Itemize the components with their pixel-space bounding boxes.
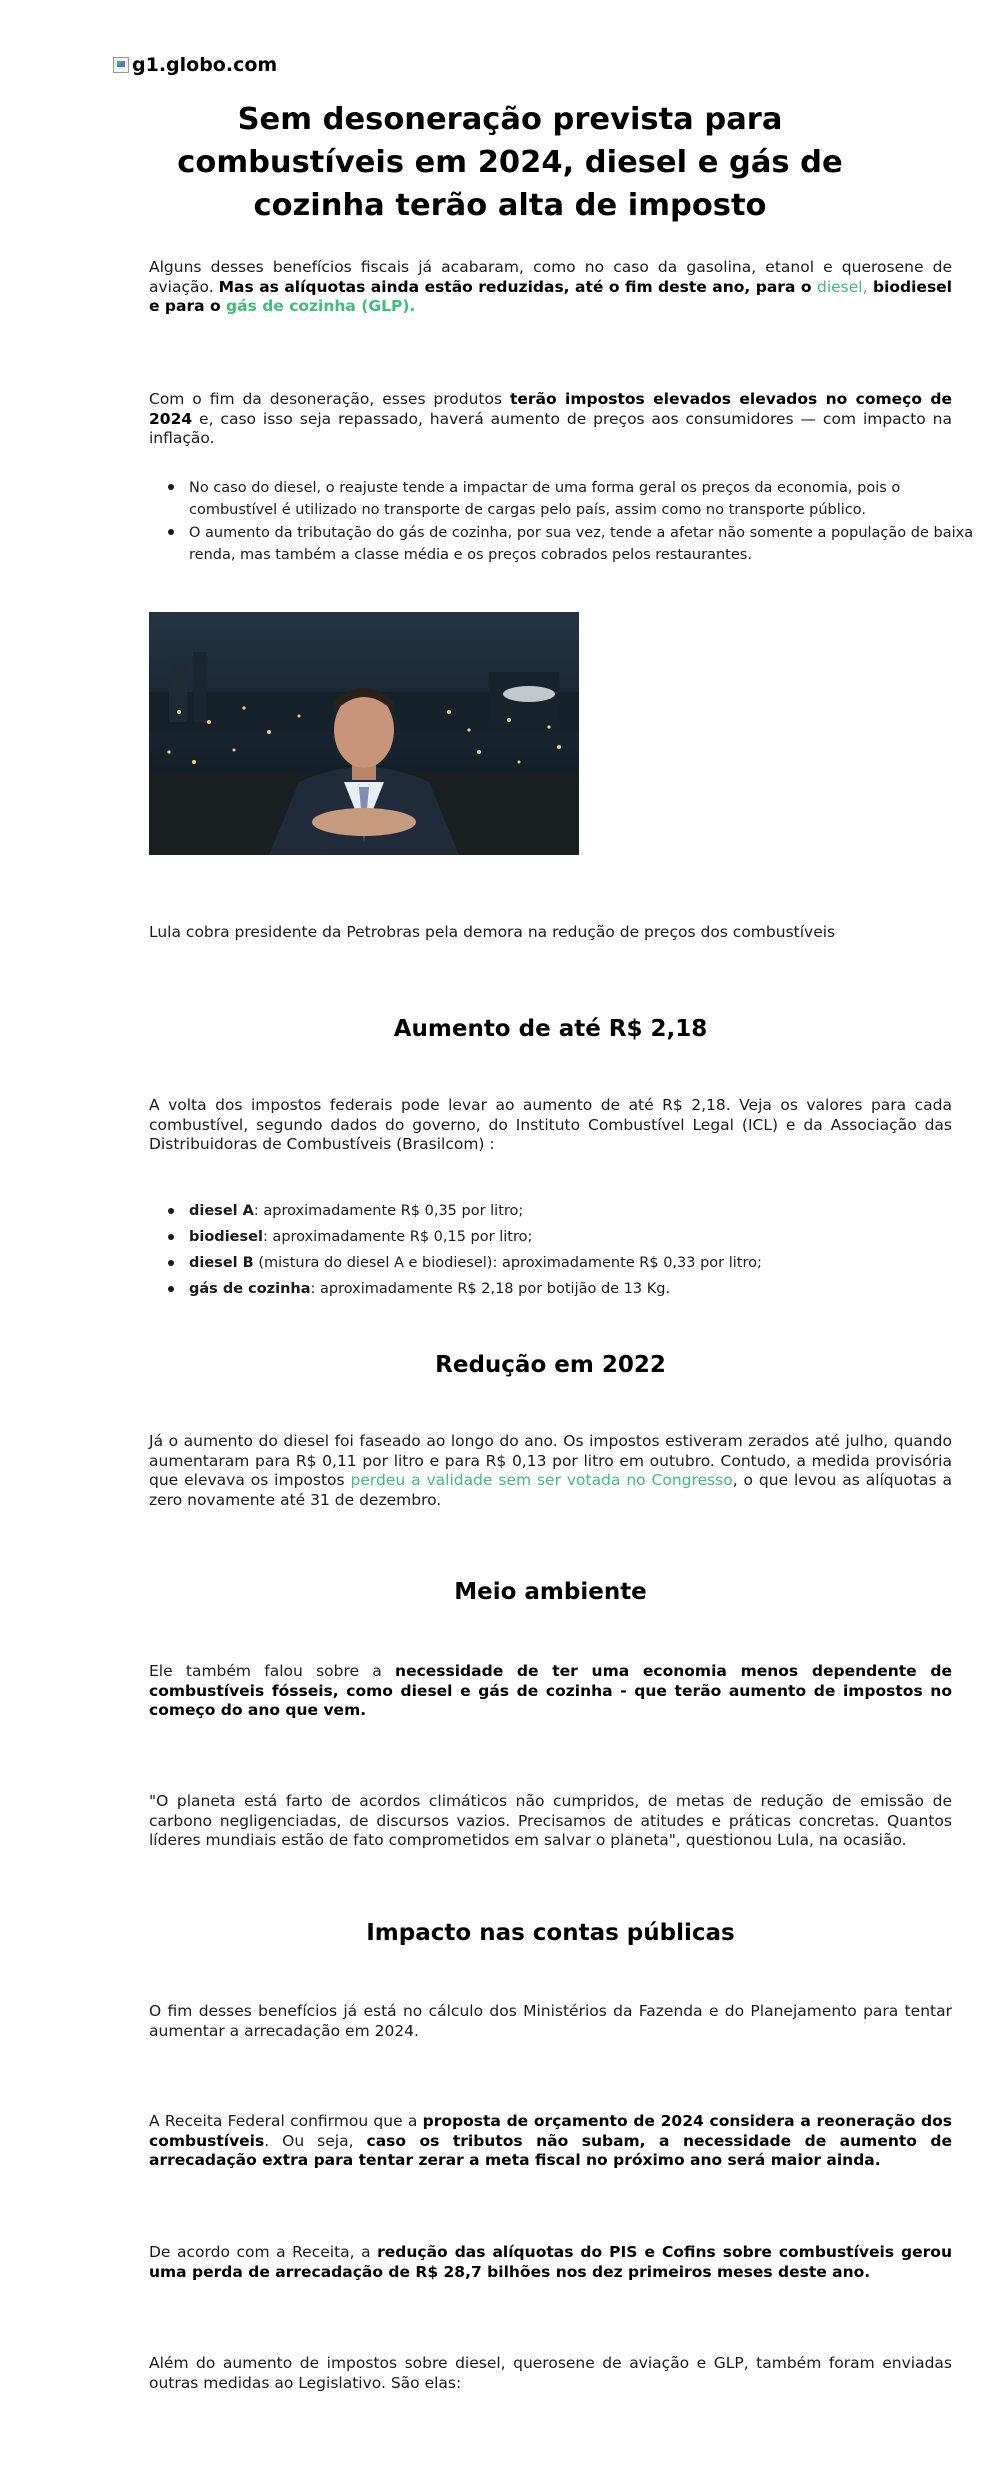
list-item: [189, 1201, 992, 1222]
logo-text: g1.globo.com: [132, 54, 278, 76]
paragraph-desoneracao: [149, 390, 952, 449]
paragraph-reducao: [149, 1432, 952, 1510]
text-span: , o que levou as alíquotas a zero novamente até 31 de dezembro.: [149, 1471, 952, 1509]
item-name: gás de cozinha: [189, 1281, 311, 1297]
section-title-contas-publicas: Impacto nas contas públicas: [366, 1920, 735, 1946]
video-caption[interactable]: Lula cobra presidente da Petrobras pela demora na redução de preços dos combustíveis: [149, 923, 836, 941]
video-thumbnail-image: [149, 612, 579, 855]
list-item: [189, 1253, 992, 1274]
bold-span: necessidade de ter uma economia menos dependente de combustíveis fósseis, como diesel e gás de cozinha - que terão aumento de impostos no começo do ano que vem.: [149, 1662, 952, 1719]
text-span: . Ou seja,: [264, 2131, 367, 2150]
paragraph-aumento-intro: A volta dos impostos federais pode levar ao aumento de até R$ 2,18. Veja os valores para cada combustível, segundo dados do governo, do Instituto Combustível Legal (ICL) e da Associação das Distribuidoras de Combustíveis (Brasilcom) :: [149, 1096, 952, 1153]
bold-span: Mas as alíquotas ainda estão reduzidas, até o fim deste ano, para o: [218, 277, 817, 296]
paragraph-receita: [149, 2112, 952, 2171]
text-span: e, caso isso seja repassado, haverá aumento de preços aos consumidores — com impacto na inflação.: [149, 409, 952, 447]
item-text: : aproximadamente R$ 0,35 por litro;: [253, 1203, 524, 1219]
video-thumbnail[interactable]: [149, 612, 579, 855]
bold-span: biodiesel e para o: [149, 277, 953, 315]
fuel-values-list: [149, 1201, 992, 1305]
item-text: (mistura do diesel A e biodiesel): aproximadamente R$ 0,33 por litro;: [253, 1255, 762, 1271]
paragraph-pis-cofins: [149, 2243, 952, 2282]
list-item: No caso do diesel, o reajuste tende a impactar de uma forma geral os preços da economia, pois o combustível é utilizado no transporte de cargas pelo país, assim como no transporte público.: [189, 477, 992, 521]
link-gas-de-cozinha[interactable]: gás de cozinha (GLP).: [226, 297, 416, 315]
paragraph-meio-ambiente: [149, 1662, 952, 1721]
item-name: diesel A: [189, 1203, 254, 1219]
text-span: De acordo com a Receita, a: [149, 2243, 378, 2261]
bold-span: caso os tributos não subam, a necessidade de aumento de arrecadação extra para tentar zerar a meta fiscal no próximo ano será maior ainda.: [149, 2131, 953, 2169]
paragraph-outras-medidas: Além do aumento de impostos sobre diesel, querosene de aviação e GLP, também foram enviadas outras medidas ao Legislativo. São elas:: [149, 2354, 952, 2392]
item-name: biodiesel: [189, 1229, 263, 1245]
list-item: [189, 1279, 992, 1300]
bold-span: terão impostos elevados elevados no começo de 2024: [149, 390, 953, 428]
text-span: Alguns desses benefícios fiscais já acabaram, como no caso da gasolina, etanol e querosene de aviação.: [149, 258, 952, 296]
item-name: diesel B: [189, 1255, 254, 1271]
paragraph-quote: "O planeta está farto de acordos climáticos não cumpridos, de metas de redução de emissão de carbono negligenciadas, de discursos vazios. Precisamos de atitudes e práticas concretas. Quantos líderes mundiais estão de fato comprometidos em salvar o planeta", questionou Lula, na ocasião.: [149, 1792, 952, 1849]
site-logo[interactable]: [113, 54, 277, 76]
broken-image-icon: [113, 57, 129, 73]
item-text: : aproximadamente R$ 0,15 por litro;: [262, 1229, 533, 1245]
text-span: Já o aumento do diesel foi faseado ao longo do ano. Os impostos estiveram zerados até julho, quando aumentaram para R$ 0,11 por litro e para R$ 0,13 por litro em outubro. Contudo, a medida provisória que elevava os impostos: [149, 1432, 952, 1489]
text-span: A Receita Federal confirmou que a: [149, 2112, 423, 2130]
bold-span: proposta de orçamento de 2024 considera a reoneração dos combustíveis: [149, 2112, 952, 2150]
section-title-reducao: Redução em 2022: [435, 1352, 666, 1378]
list-item: O aumento da tributação do gás de cozinha, por sua vez, tende a afetar não somente a população de baixa renda, mas também a classe média e os preços cobrados pelos restaurantes.: [189, 522, 992, 566]
item-text: : aproximadamente R$ 2,18 por botijão de 13 Kg.: [310, 1281, 671, 1297]
section-title-meio-ambiente: Meio ambiente: [454, 1579, 647, 1605]
text-span: Com o fim da desoneração, esses produtos: [149, 390, 510, 408]
paragraph-beneficios: [149, 258, 952, 317]
impact-bullet-list: [149, 477, 992, 567]
bold-span: redução das alíquotas do PIS e Cofins sobre combustíveis gerou uma perda de arrecadação de R$ 28,7 bilhões nos dez primeiros meses deste ano.: [149, 2243, 952, 2281]
article-headline: Sem desoneração prevista para combustíveis em 2024, diesel e gás de cozinha terão alta de imposto: [177, 102, 843, 223]
paragraph-fazenda: O fim desses benefícios já está no cálculo dos Ministérios da Fazenda e do Planejamento para tentar aumentar a arrecadação em 2024.: [149, 2002, 952, 2040]
list-item: [189, 1227, 992, 1248]
section-title-aumento: Aumento de até R$ 2,18: [393, 1016, 708, 1042]
link-diesel[interactable]: diesel,: [816, 277, 868, 296]
link-medida-provisoria[interactable]: perdeu a validade sem ser votada no Congresso: [350, 1471, 733, 1489]
text-span: Ele também falou sobre a: [149, 1662, 396, 1680]
